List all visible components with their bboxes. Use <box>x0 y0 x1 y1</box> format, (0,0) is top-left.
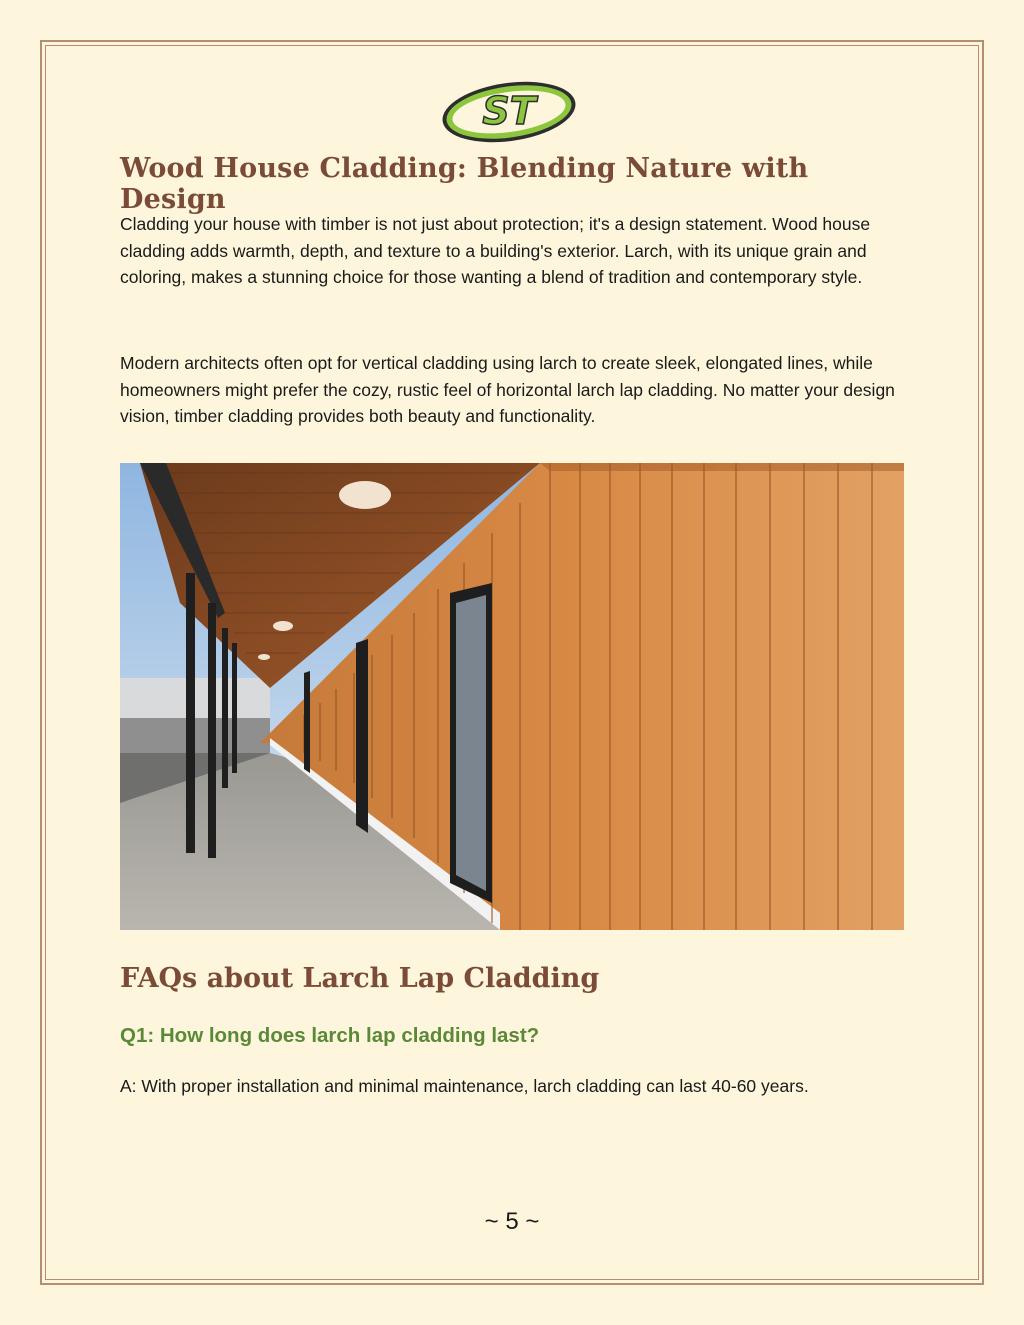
design-paragraph: Modern architects often opt for vertical cladding using larch to create sleek, elongated lines, while homeowners might prefer the cozy, rustic feel of horizontal larch lap cladding. No matter your design vision, timber cladding provides both beauty and functionality. <box>120 353 895 426</box>
article-title: Wood House Cladding: Blending Nature with Design <box>120 153 809 215</box>
cladding-photo <box>120 463 904 930</box>
company-logo <box>438 78 580 146</box>
faq-question: Q1: How long does larch lap cladding last? <box>120 1024 540 1047</box>
faq-title: FAQs about Larch Lap Cladding <box>120 963 600 994</box>
page-number: ~ 5 ~ <box>484 1208 540 1235</box>
intro-paragraph: Cladding your house with timber is not just about protection; it's a design statement. Wood house cladding adds warmth, depth, and texture to a building's exterior. Larch, with its unique grain and coloring, makes a stunning choice for those wanting a blend of tradition and contemporary style. <box>120 214 871 287</box>
faq-answer: A: With proper installation and minimal maintenance, larch cladding can last 40-60 years. <box>120 1076 809 1096</box>
logo-lettering: ST <box>482 89 536 133</box>
